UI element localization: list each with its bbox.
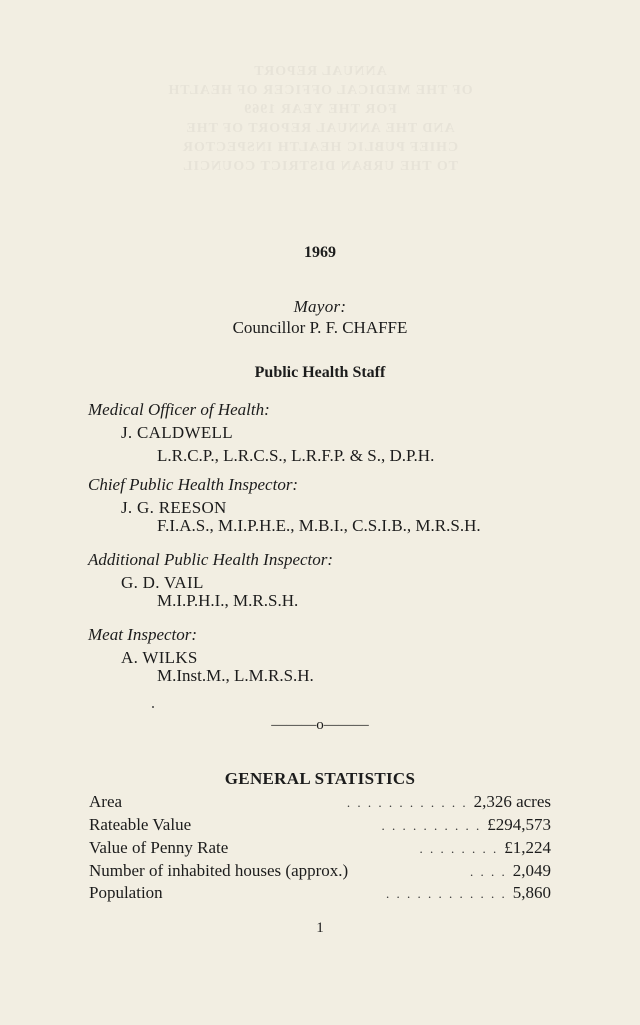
stat-row-inhabited-houses: [89, 861, 551, 883]
mayor-name: Councillor P. F. CHAFFE: [232, 318, 408, 337]
mayor-label: Mayor:: [293, 297, 347, 316]
staff-name-medical-officer: J. CALDWELL: [121, 423, 233, 442]
stat-value: 2,326 acres: [473, 792, 551, 811]
stat-label: Rateable Value: [89, 815, 192, 834]
staff-qualifications-chief-inspector: F.I.A.S., M.I.P.H.E., M.B.I., C.S.I.B., M.R.S.H.: [157, 516, 481, 535]
stat-row-area: [89, 792, 551, 814]
staff-name-meat-inspector: A. WILKS: [121, 648, 198, 667]
report-year: 1969: [304, 244, 336, 261]
section-divider: ———o———: [271, 717, 369, 733]
stat-row-population: [89, 883, 551, 905]
stat-value: £294,573: [487, 815, 551, 834]
staff-role-meat-inspector: Meat Inspector:: [88, 625, 198, 644]
leader-dots: . . . . . . . . . . . .: [386, 886, 507, 901]
general-statistics-heading: GENERAL STATISTICS: [224, 769, 416, 788]
staff-name-additional-inspector: G. D. VAIL: [121, 573, 204, 592]
staff-name-chief-inspector: J. G. REESON: [121, 498, 227, 517]
leader-dots: . . . .: [470, 864, 507, 879]
bleed-through-text: ANNUAL REPORT OF THE MEDICAL OFFICER OF HEALTH FOR THE YEAR 1969 AND THE ANNUAL REPORT OF THE CHIEF PUBLIC HEALTH INSPECTOR TO THE URBAN DISTRICT COUNCIL: [167, 64, 473, 174]
page-number: 1: [316, 920, 324, 936]
stat-value: £1,224: [504, 838, 551, 857]
leader-dots: . . . . . . . .: [419, 841, 499, 856]
stray-mark: [152, 706, 154, 708]
stat-row-penny-rate: [89, 838, 551, 860]
stat-row-rateable-value: [89, 815, 551, 837]
leader-dots: . . . . . . . . . .: [381, 818, 482, 833]
staff-role-chief-inspector: Chief Public Health Inspector:: [88, 475, 299, 494]
staff-qualifications-meat-inspector: M.Inst.M., L.M.R.S.H.: [157, 666, 314, 685]
staff-qualifications-medical-officer: L.R.C.P., L.R.C.S., L.R.F.P. & S., D.P.H.: [157, 446, 435, 465]
stat-label: Area: [89, 792, 123, 811]
staff-role-additional-inspector: Additional Public Health Inspector:: [88, 550, 334, 569]
stat-label: Population: [89, 883, 163, 902]
staff-role-medical-officer: Medical Officer of Health:: [88, 400, 270, 419]
staff-qualifications-additional-inspector: M.I.P.H.I., M.R.S.H.: [157, 591, 299, 610]
stat-label: Number of inhabited houses (approx.): [89, 861, 349, 880]
leader-dots: . . . . . . . . . . . .: [346, 795, 468, 810]
stat-value: 5,860: [512, 883, 551, 902]
stat-label: Value of Penny Rate: [89, 838, 229, 857]
staff-heading: Public Health Staff: [254, 364, 386, 381]
stat-value: 2,049: [512, 861, 551, 880]
